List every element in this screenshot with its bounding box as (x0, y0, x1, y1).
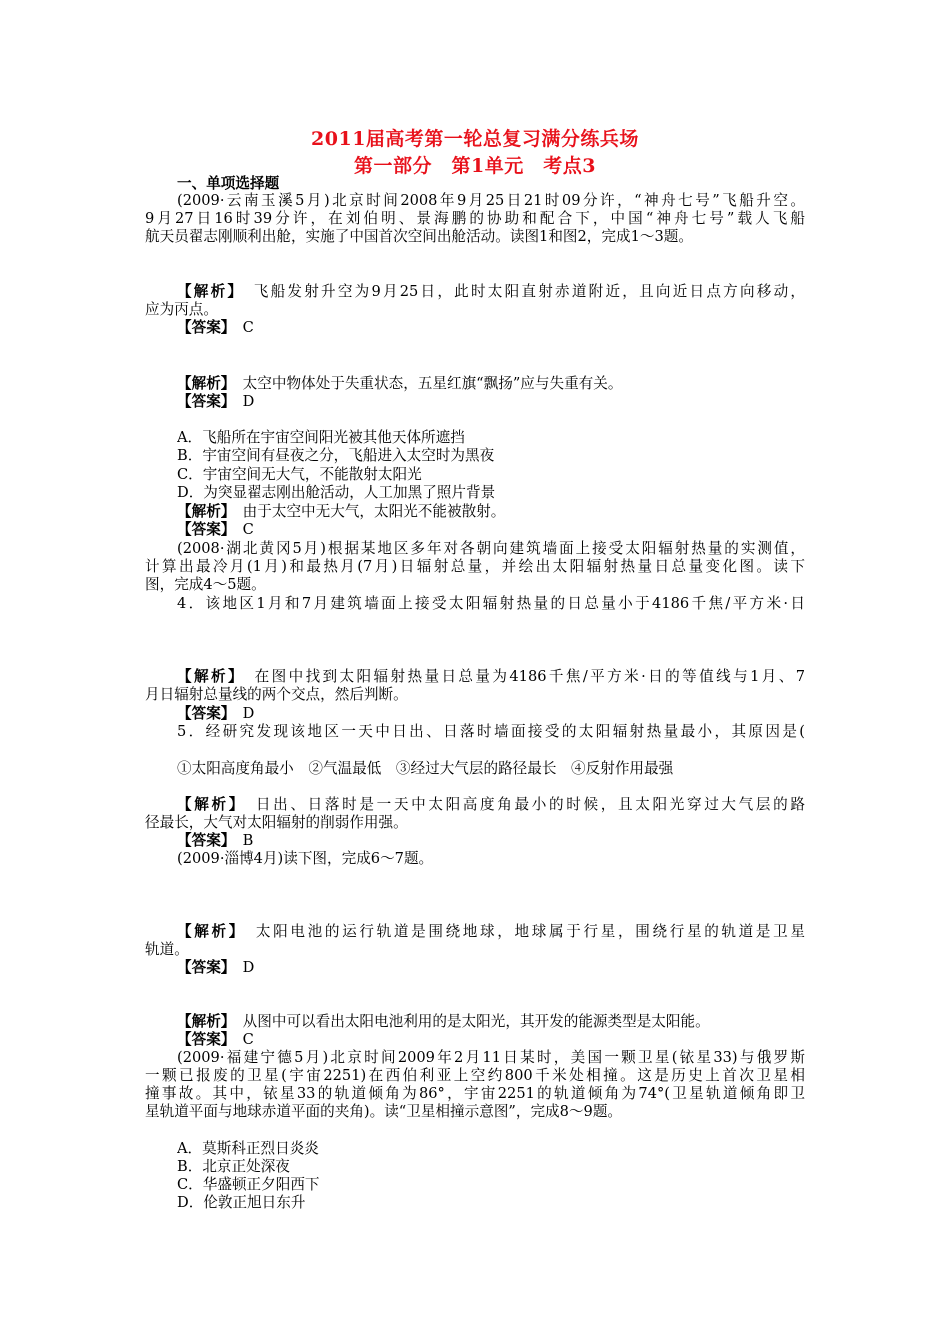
option-d: D．为突显翟志刚出舱活动，人工加黑了照片背景 (177, 484, 496, 501)
label-tag: 【解析】 (177, 283, 237, 300)
analysis-line: 【解析】 在图中找到太阳辐射热量日总量为4186千焦/平方米·日的等值线与1月、7 (177, 668, 805, 685)
analysis-line: 轨道。 (145, 941, 189, 958)
label-tag: 【解析】 (177, 923, 239, 940)
analysis-line: 【解析】 飞船发射升空为9月25日，此时太阳直射赤道附近，且向近日点方向移动， (177, 283, 805, 300)
question-4-text: 4．该地区1月和7月建筑墙面上接受太阳辐射热量的日总量小于4186千焦/平方米·日 (177, 595, 805, 612)
analysis-line: 【解析】 太阳电池的运行轨道是围绕地球，地球属于行星，围绕行星的轨道是卫星 (177, 923, 805, 940)
analysis-line: 【解析】 日出、日落时是一天中太阳高度角最小的时候，且太阳光穿过大气层的路 (177, 796, 805, 813)
label-tag: 【答案】 (177, 705, 229, 722)
paragraph-line: 航天员翟志刚顺利出舱，实施了中国首次空间出舱活动。读图1和图2，完成1～3题。 (145, 228, 693, 245)
paragraph-line: (2009·福建宁德5月)北京时间2009年2月11日某时，美国一颗卫星(铱星33)与俄罗斯 (177, 1049, 805, 1066)
option-a: A．莫斯科正烈日炎炎 (177, 1140, 319, 1157)
paragraph-line: 计算出最冷月(1月)和最热月(7月)日辐射总量，并绘出太阳辐射热量日总量变化图。读下 (145, 558, 805, 575)
option-c: C．华盛顿正夕阳西下 (177, 1176, 320, 1193)
section-heading: 一、单项选择题 (177, 175, 280, 192)
question-5-statements: ①太阳高度角最小 ②气温最低 ③经过大气层的路径最长 ④反射作用最强 (177, 760, 674, 777)
paragraph-line: 9月27日16时39分许，在刘伯明、景海鹏的协助和配合下，中国“神舟七号”载人飞船 (145, 210, 805, 227)
option-c: C．宇宙空间无大气，不能散射太阳光 (177, 466, 422, 483)
label-tag: 【答案】 (177, 319, 229, 336)
analysis-line: 【解析】 太空中物体处于失重状态，五星红旗“飘扬”应与失重有关。 (177, 375, 623, 392)
label-tag: 【解析】 (177, 375, 229, 392)
analysis-line: 径最长，大气对太阳辐射的削弱作用强。 (145, 814, 408, 831)
label-tag: 【解析】 (177, 668, 238, 685)
document-title: 2011届高考第一轮总复习满分练兵场 (311, 128, 639, 150)
paragraph-line: 星轨道平面与地球赤道平面的夹角)。读“卫星相撞示意图”，完成8～9题。 (145, 1103, 623, 1120)
paragraph-line: 图，完成4～5题。 (145, 576, 266, 593)
option-d: D．伦敦正旭日东升 (177, 1194, 306, 1211)
option-b: B．北京正处深夜 (177, 1158, 290, 1175)
answer-line: 【答案】 C (177, 1031, 254, 1048)
analysis-line: 月日辐射总量线的两个交点，然后判断。 (145, 686, 408, 703)
label-tag: 【答案】 (177, 959, 229, 976)
document-subtitle: 第一部分 第1单元 考点3 (354, 155, 596, 177)
label-tag: 【答案】 (177, 393, 229, 410)
label-tag: 【解析】 (177, 796, 239, 813)
option-b: B．宇宙空间有昼夜之分，飞船进入太空时为黑夜 (177, 447, 495, 464)
label-tag: 【解析】 (177, 503, 229, 520)
paragraph-line: (2008·湖北黄冈5月)根据某地区多年对各朝向建筑墙面上接受太阳辐射热量的实测值， (177, 540, 805, 557)
option-a: A．飞船所在宇宙空间阳光被其他天体所遮挡 (177, 429, 465, 446)
answer-line: 【答案】 C (177, 521, 254, 538)
answer-line: 【答案】 B (177, 832, 254, 849)
answer-line: 【答案】 D (177, 705, 255, 722)
label-tag: 【答案】 (177, 832, 229, 849)
question-5-text: 5．经研究发现该地区一天中日出、日落时墙面接受的太阳辐射热量最小，其原因是( (177, 723, 805, 740)
answer-line: 【答案】 D (177, 393, 255, 410)
label-tag: 【答案】 (177, 1031, 229, 1048)
paragraph-line: 一颗已报废的卫星(宇宙2251)在西伯利亚上空约800千米处相撞。这是历史上首次卫星相 (145, 1067, 805, 1084)
label-tag: 【答案】 (177, 521, 229, 538)
answer-line: 【答案】 D (177, 959, 255, 976)
answer-line: 【答案】 C (177, 319, 254, 336)
paragraph-line: (2009·淄博4月)读下图，完成6～7题。 (177, 850, 434, 867)
analysis-line: 应为丙点。 (145, 301, 218, 318)
label-tag: 【解析】 (177, 1013, 229, 1030)
analysis-line: 【解析】 由于太空中无大气，太阳光不能被散射。 (177, 503, 506, 520)
analysis-line: 【解析】 从图中可以看出太阳电池利用的是太阳光，其开发的能源类型是太阳能。 (177, 1013, 710, 1030)
paragraph-line: 撞事故。其中，铱星33的轨道倾角为86°，宇宙2251的轨道倾角为74°(卫星轨道倾角即卫 (145, 1085, 805, 1102)
paragraph-line: (2009·云南玉溪5月)北京时间2008年9月25日21时09分许，“神舟七号”飞船升空。 (177, 192, 805, 209)
